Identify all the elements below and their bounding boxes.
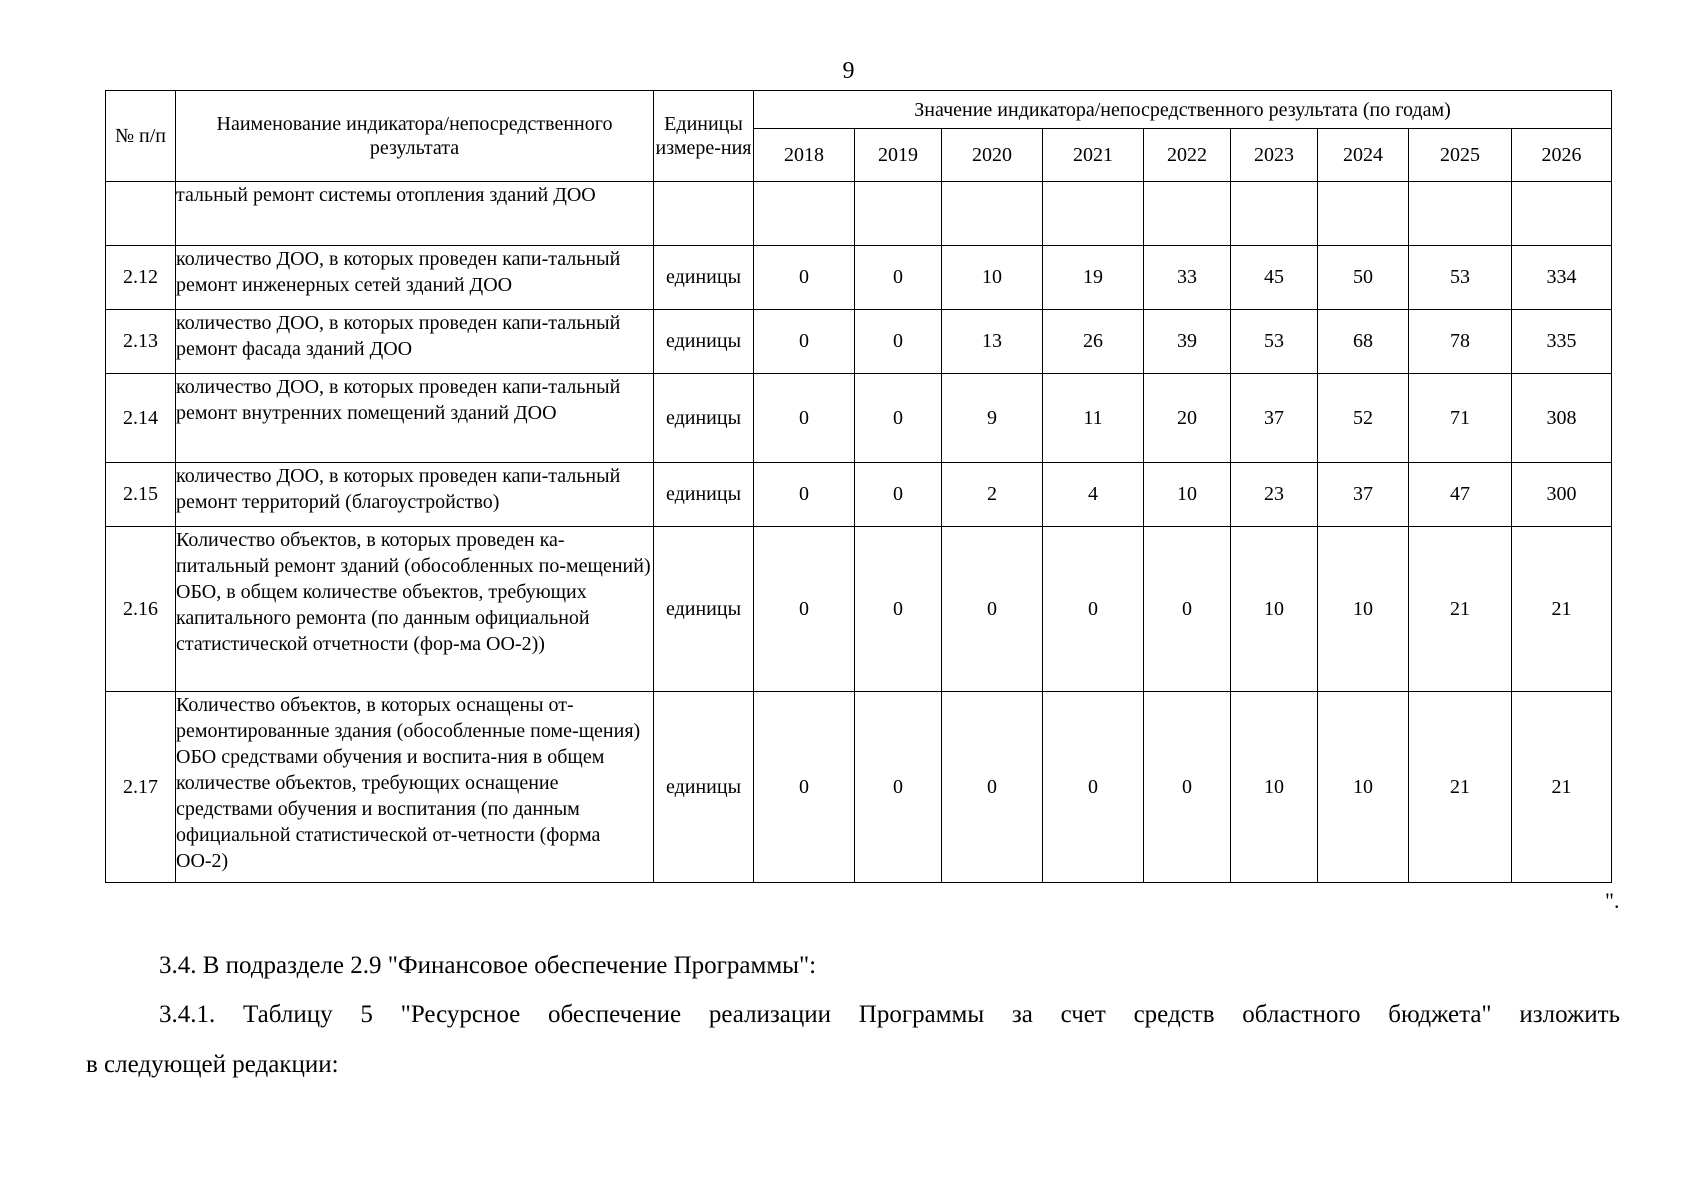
row-num: 2.13	[106, 310, 176, 374]
paragraph-3-4-1: 3.4.1. Таблицу 5 "Ресурсное обеспечение реализации Программы за счет средств областного бюджета" изложить	[159, 1001, 1620, 1028]
row-value: 37	[1318, 463, 1409, 527]
row-value: 2	[942, 463, 1043, 527]
header-num: № п/п	[106, 91, 176, 182]
row-value: 308	[1512, 374, 1612, 463]
table-row	[106, 463, 1612, 527]
row-value: 0	[855, 246, 942, 310]
table-row	[106, 692, 1612, 883]
header-year: 2025	[1409, 129, 1512, 182]
row-value: 0	[942, 527, 1043, 692]
row-value: 10	[942, 246, 1043, 310]
row-unit: единицы	[654, 527, 754, 692]
row-unit: единицы	[654, 310, 754, 374]
row-value: 39	[1144, 310, 1231, 374]
row-value: 50	[1318, 246, 1409, 310]
paragraph-3-4: 3.4. В подразделе 2.9 "Финансовое обеспечение Программы":	[159, 952, 817, 979]
header-year: 2023	[1231, 129, 1318, 182]
row-num: 2.17	[106, 692, 176, 883]
row-value: 33	[1144, 246, 1231, 310]
table-row	[106, 310, 1612, 374]
row-value: 300	[1512, 463, 1612, 527]
row-unit: единицы	[654, 463, 754, 527]
row-value: 0	[855, 463, 942, 527]
header-unit: Единицы измере-ния	[654, 91, 754, 182]
row-value: 334	[1512, 246, 1612, 310]
row-value: 71	[1409, 374, 1512, 463]
table-row	[106, 246, 1612, 310]
row-name: Количество объектов, в которых оснащены от-ремонтированные здания (обособленные поме-щения) ОБО средствами обучения и воспита-ния в общем количестве объектов, требующих оснащение средствами обучения и воспитания (по данным официальной статистической от-четности (форма ОО-2)	[176, 692, 654, 883]
row-value: 53	[1231, 310, 1318, 374]
row-value: 21	[1512, 527, 1612, 692]
row-unit: единицы	[654, 246, 754, 310]
row-value: 0	[942, 692, 1043, 883]
row-value: 52	[1318, 374, 1409, 463]
row-value: 0	[754, 527, 855, 692]
row-value: 21	[1512, 692, 1612, 883]
row-name: количество ДОО, в которых проведен капи-тальный ремонт фасада зданий ДОО	[176, 310, 654, 374]
row-value: 0	[754, 246, 855, 310]
table-row	[106, 527, 1612, 692]
row-value: 23	[1231, 463, 1318, 527]
header-year: 2021	[1043, 129, 1144, 182]
row-unit: единицы	[654, 374, 754, 463]
row-num: 2.16	[106, 527, 176, 692]
row-value: 13	[942, 310, 1043, 374]
row-name: количество ДОО, в которых проведен капи-тальный ремонт внутренних помещений зданий ДОО	[176, 374, 654, 463]
row-value: 26	[1043, 310, 1144, 374]
row-name: количество ДОО, в которых проведен капи-тальный ремонт территорий (благоустройство)	[176, 463, 654, 527]
closing-quote-mark: ".	[1605, 888, 1620, 913]
row-num	[106, 182, 176, 246]
table-row-continuation	[106, 182, 1612, 246]
row-value: 47	[1409, 463, 1512, 527]
row-value: 4	[1043, 463, 1144, 527]
row-value: 0	[1144, 527, 1231, 692]
header-year: 2026	[1512, 129, 1612, 182]
header-year: 2022	[1144, 129, 1231, 182]
row-value: 19	[1043, 246, 1144, 310]
row-value: 0	[754, 310, 855, 374]
row-value: 0	[855, 692, 942, 883]
row-value: 0	[1043, 527, 1144, 692]
paragraph-3-4-1-continued: в следующей редакции:	[86, 1051, 339, 1078]
header-year: 2018	[754, 129, 855, 182]
row-value: 0	[754, 463, 855, 527]
row-value: 37	[1231, 374, 1318, 463]
header-year: 2020	[942, 129, 1043, 182]
row-value: 45	[1231, 246, 1318, 310]
header-year: 2024	[1318, 129, 1409, 182]
row-value: 11	[1043, 374, 1144, 463]
table-row	[106, 374, 1612, 463]
header-year: 2019	[855, 129, 942, 182]
row-value: 0	[855, 527, 942, 692]
row-num: 2.12	[106, 246, 176, 310]
row-value: 10	[1318, 527, 1409, 692]
row-value: 21	[1409, 527, 1512, 692]
row-value: 10	[1318, 692, 1409, 883]
row-value: 0	[754, 374, 855, 463]
row-name: тальный ремонт системы отопления зданий ДОО	[176, 182, 654, 246]
row-value: 68	[1318, 310, 1409, 374]
row-value: 21	[1409, 692, 1512, 883]
row-value: 10	[1231, 527, 1318, 692]
header-name: Наименование индикатора/непосредственного результата	[176, 91, 654, 182]
row-value: 78	[1409, 310, 1512, 374]
row-value: 10	[1231, 692, 1318, 883]
row-name: количество ДОО, в которых проведен капи-тальный ремонт инженерных сетей зданий ДОО	[176, 246, 654, 310]
row-value: 53	[1409, 246, 1512, 310]
row-value: 10	[1144, 463, 1231, 527]
page-number: 9	[842, 58, 855, 84]
row-value: 0	[1144, 692, 1231, 883]
row-value: 0	[855, 374, 942, 463]
indicator-table	[105, 90, 1612, 883]
row-name: Количество объектов, в которых проведен ка-питальный ремонт зданий (обособленных по-мещений) ОБО, в общем количестве объектов, требующих капитального ремонта (по данным официальной статистической отчетности (фор-ма ОО-2))	[176, 527, 654, 692]
row-value: 0	[754, 692, 855, 883]
row-value: 0	[855, 310, 942, 374]
row-value: 20	[1144, 374, 1231, 463]
row-value: 9	[942, 374, 1043, 463]
row-num: 2.15	[106, 463, 176, 527]
row-num: 2.14	[106, 374, 176, 463]
row-unit: единицы	[654, 692, 754, 883]
header-values-group: Значение индикатора/непосредственного результата (по годам)	[754, 91, 1612, 129]
row-value: 0	[1043, 692, 1144, 883]
row-value: 335	[1512, 310, 1612, 374]
